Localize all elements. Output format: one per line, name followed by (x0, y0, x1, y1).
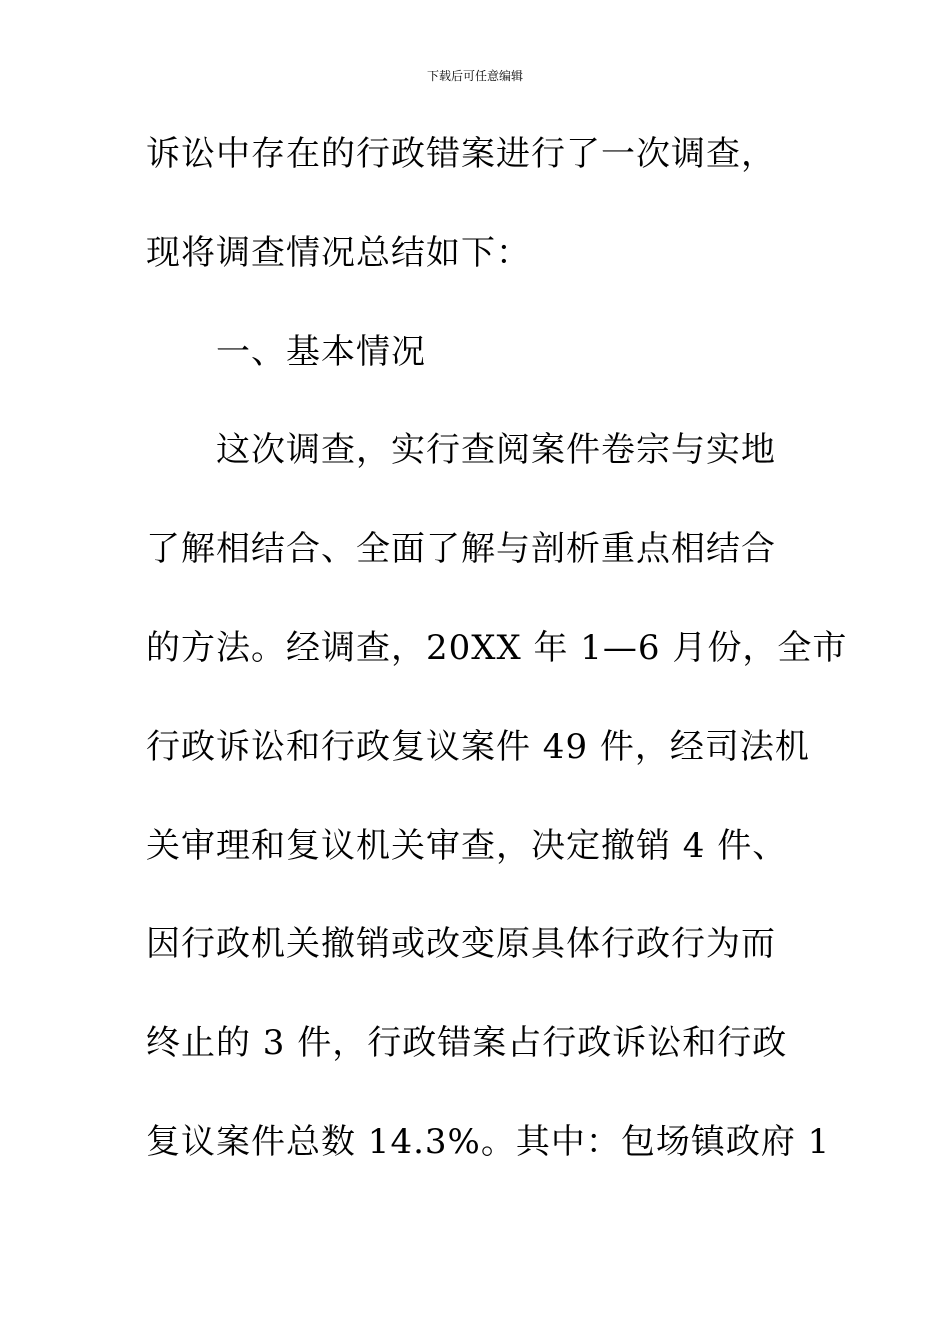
document-body (146, 124, 848, 1211)
text-line: 现将调查情况总结如下： (146, 232, 531, 273)
header-note: 下载后可任意编辑 (426, 69, 523, 83)
text-line: 了解相结合、全面了解与剖析重点相结合 (146, 529, 776, 570)
paragraph-first-line: 这次调查，实行查阅案件卷宗与实地 (216, 430, 776, 471)
text-line: 终止的 3 件，行政错案占行政诉讼和行政 (146, 1023, 788, 1064)
text-line: 关审理和复议机关审查，决定撤销 4 件、 (146, 825, 788, 866)
section-heading: 一、基本情况 (216, 331, 426, 372)
text-line: 诉讼中存在的行政错案进行了一次调查， (146, 134, 776, 174)
text-line: 行政诉讼和行政复议案件 49 件，经司法机 (146, 726, 810, 767)
text-line: 因行政机关撤销或改变原具体行政行为而 (146, 924, 776, 965)
text-line: 的方法。经调查，20XX 年 1—6 月份，全市 (146, 627, 848, 668)
text-line: 复议案件总数 14.3%。其中：包场镇政府 1 (146, 1121, 831, 1162)
